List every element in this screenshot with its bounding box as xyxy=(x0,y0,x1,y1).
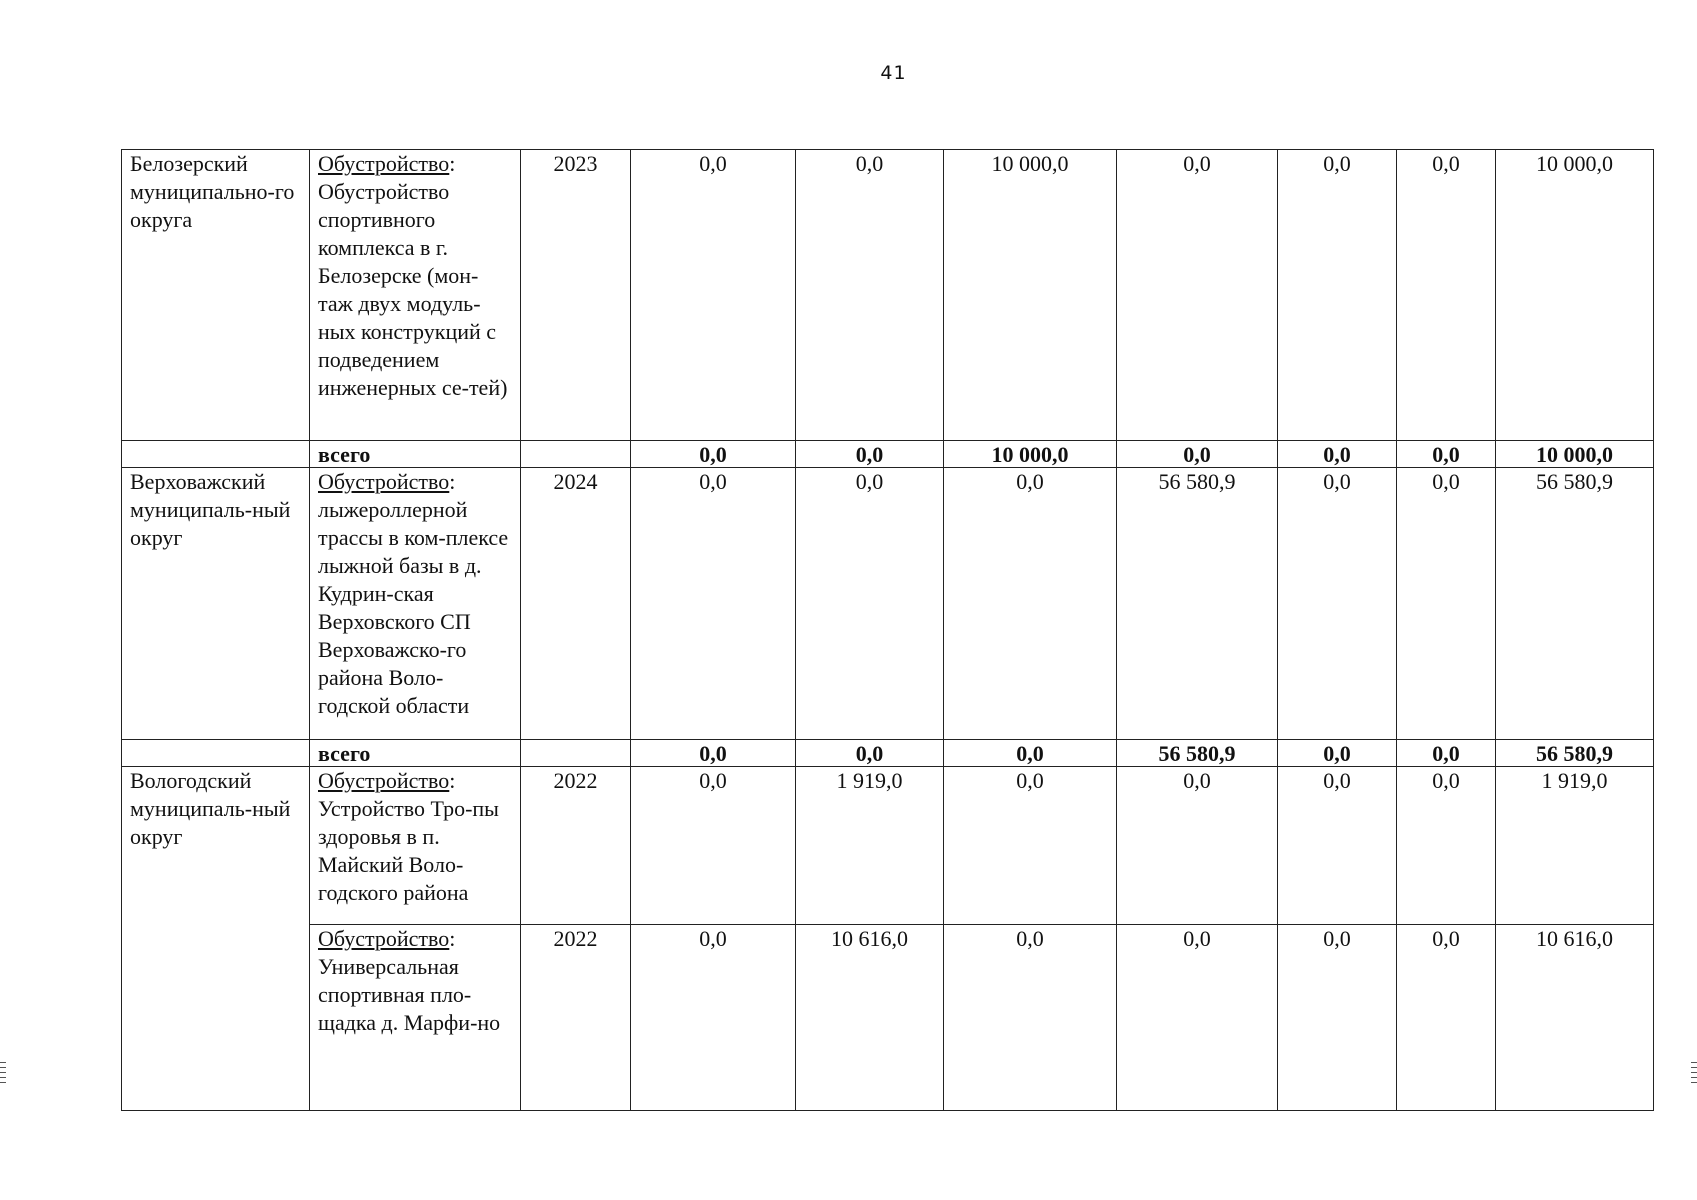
total-value: 0,0 xyxy=(944,740,1117,767)
value-cell: 0,0 xyxy=(1117,150,1278,441)
object-kind: Обустройство xyxy=(318,469,450,494)
district-cell xyxy=(122,150,310,441)
value-cell: 0,0 xyxy=(1397,150,1496,441)
value-cell: 0,0 xyxy=(944,468,1117,740)
value-cell: 0,0 xyxy=(631,468,796,740)
year-cell: 2023 xyxy=(521,150,631,441)
district-name: Белозерский муниципально-го округа xyxy=(130,151,295,232)
value-cell: 0,0 xyxy=(631,150,796,441)
value-cell: 0,0 xyxy=(1397,767,1496,925)
total-value: 0,0 xyxy=(1397,441,1496,468)
value-cell: 0,0 xyxy=(944,925,1117,1111)
value-cell: 0,0 xyxy=(1278,150,1397,441)
total-value: 10 000,0 xyxy=(944,441,1117,468)
total-label: всего xyxy=(310,441,521,468)
value-cell: 10 000,0 xyxy=(1496,150,1654,441)
table-row xyxy=(122,767,1654,925)
object-description: лыжероллерной трассы в ком-плексе лыжной базы в д. Кудрин-ская Верховского СП Верховажско-го района Воло-годской области xyxy=(318,497,509,718)
total-value: 10 000,0 xyxy=(1496,441,1654,468)
value-cell: 56 580,9 xyxy=(1117,468,1278,740)
total-row xyxy=(122,740,1654,767)
district-name: Вологодский муниципаль-ный округ xyxy=(130,768,291,849)
value-cell: 0,0 xyxy=(1397,925,1496,1111)
scan-edge-marks-left xyxy=(0,1062,6,1087)
object-cell: Обустройство: лыжероллерной трассы в ком-плексе лыжной базы в д. Кудрин-ская Верховского СП Верховажско-го района Воло-годской области xyxy=(310,468,521,740)
object-cell: Обустройство: Обустройство спортивного комплекса в г. Белозерске (мон-таж двух модуль-ных конструкций с подведением инженерных се-тей) xyxy=(310,150,521,441)
page-number: 41 xyxy=(880,62,907,84)
empty-cell xyxy=(521,740,631,767)
total-value: 56 580,9 xyxy=(1117,740,1278,767)
value-cell: 0,0 xyxy=(796,468,944,740)
value-cell: 0,0 xyxy=(796,150,944,441)
budget-table xyxy=(121,149,1654,1111)
total-value: 0,0 xyxy=(631,740,796,767)
value-cell: 1 919,0 xyxy=(1496,767,1654,925)
object-kind: Обустройство xyxy=(318,151,450,176)
value-cell: 10 616,0 xyxy=(1496,925,1654,1111)
value-cell: 1 919,0 xyxy=(796,767,944,925)
total-value: 0,0 xyxy=(796,441,944,468)
value-cell: 0,0 xyxy=(1278,925,1397,1111)
total-value: 0,0 xyxy=(1397,740,1496,767)
value-cell: 0,0 xyxy=(631,767,796,925)
value-cell: 56 580,9 xyxy=(1496,468,1654,740)
value-cell: 0,0 xyxy=(944,767,1117,925)
total-value: 0,0 xyxy=(1278,740,1397,767)
year-cell: 2024 xyxy=(521,468,631,740)
object-cell: Обустройство: Универсальная спортивная пло-щадка д. Марфи-но xyxy=(310,925,521,1111)
empty-cell xyxy=(521,441,631,468)
district-cell xyxy=(122,468,310,740)
empty-cell xyxy=(122,441,310,468)
value-cell: 10 000,0 xyxy=(944,150,1117,441)
value-cell: 0,0 xyxy=(1117,767,1278,925)
object-kind: Обустройство xyxy=(318,768,450,793)
object-kind: Обустройство xyxy=(318,926,450,951)
table-row xyxy=(122,925,1654,1111)
total-row xyxy=(122,441,1654,468)
year-cell: 2022 xyxy=(521,767,631,925)
district-name: Верховажский муниципаль-ный округ xyxy=(130,469,291,550)
value-cell: 10 616,0 xyxy=(796,925,944,1111)
value-cell: 0,0 xyxy=(631,925,796,1111)
total-value: 0,0 xyxy=(796,740,944,767)
value-cell: 0,0 xyxy=(1278,468,1397,740)
object-description: Обустройство спортивного комплекса в г. Белозерске (мон-таж двух модуль-ных конструкций с подведением инженерных се-тей) xyxy=(318,179,508,400)
table-row xyxy=(122,468,1654,740)
object-description: Универсальная спортивная пло-щадка д. Марфи-но xyxy=(318,954,501,1035)
total-value: 0,0 xyxy=(1278,441,1397,468)
object-description: Устройство Тро-пы здоровья в п. Майский Воло-годского района xyxy=(318,796,499,905)
total-value: 0,0 xyxy=(631,441,796,468)
table-row xyxy=(122,150,1654,441)
total-label: всего xyxy=(310,740,521,767)
district-cell xyxy=(122,767,310,1111)
value-cell: 0,0 xyxy=(1278,767,1397,925)
scan-edge-marks-right xyxy=(1691,1062,1697,1087)
object-cell: Обустройство: Устройство Тро-пы здоровья в п. Майский Воло-годского района xyxy=(310,767,521,925)
value-cell: 0,0 xyxy=(1397,468,1496,740)
total-value: 56 580,9 xyxy=(1496,740,1654,767)
empty-cell xyxy=(122,740,310,767)
year-cell: 2022 xyxy=(521,925,631,1111)
value-cell: 0,0 xyxy=(1117,925,1278,1111)
total-value: 0,0 xyxy=(1117,441,1278,468)
